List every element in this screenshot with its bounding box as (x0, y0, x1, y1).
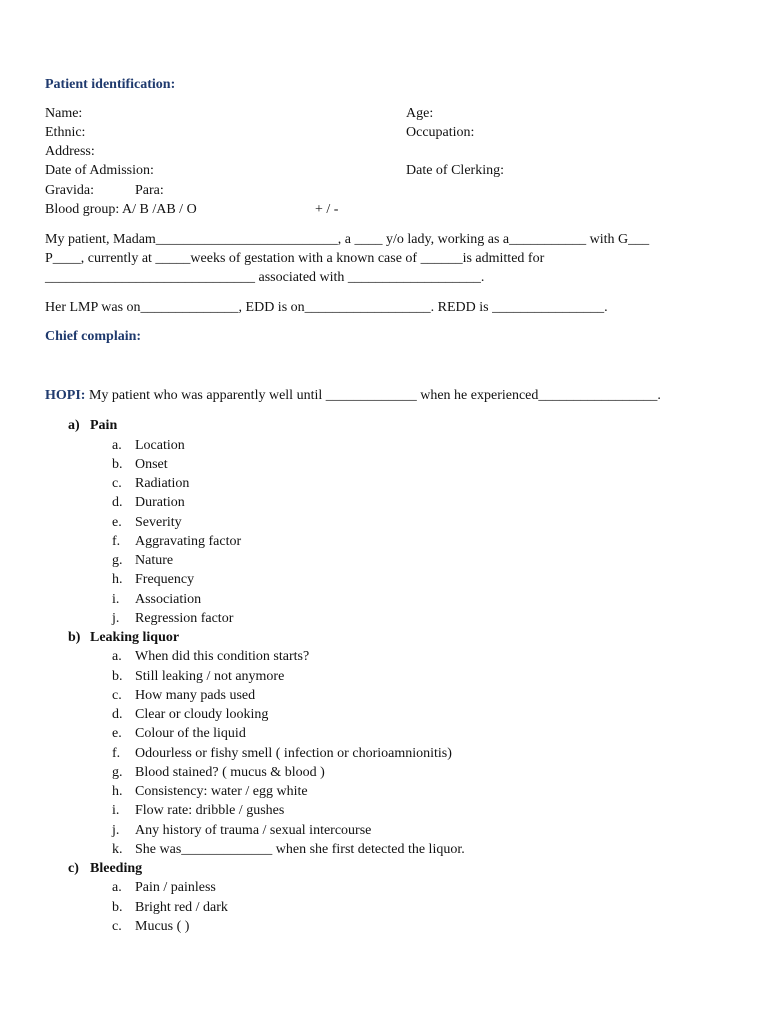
gravida-label: Gravida: (45, 183, 94, 198)
item-text: Radiation (135, 476, 190, 491)
item-text: Aggravating factor (135, 534, 242, 549)
item-marker: h. (112, 784, 123, 799)
list-item (112, 572, 194, 588)
section-bleeding (68, 861, 142, 877)
list-item (112, 919, 189, 935)
item-text: Blood stained? ( mucus & blood ) (135, 765, 325, 780)
item-text: Severity (135, 515, 182, 530)
list-item (112, 534, 241, 550)
list-item (112, 688, 255, 704)
item-text: Frequency (135, 572, 195, 587)
item-text: She was_____________ when she first detected the liquor. (135, 842, 465, 857)
list-item (112, 495, 185, 511)
item-text: Still leaking / not anymore (135, 669, 285, 684)
list-item (112, 880, 216, 896)
list-item (112, 611, 233, 627)
rh-factor-label: + / - (315, 202, 339, 217)
item-text: Location (135, 438, 185, 453)
item-marker: a. (112, 880, 122, 895)
para-label: Para: (135, 183, 164, 198)
item-marker: f. (112, 534, 121, 549)
item-text: Any history of trauma / sexual intercourse (135, 823, 372, 838)
list-item (112, 553, 173, 569)
name-label: Name: (45, 106, 83, 121)
item-text: Bright red / dark (135, 900, 228, 915)
item-text: Flow rate: dribble / gushes (135, 803, 285, 818)
item-text: Regression factor (135, 611, 234, 626)
patient-identification-heading: Patient identification: (45, 77, 176, 92)
item-text: Onset (135, 457, 168, 472)
item-text: Nature (135, 553, 174, 568)
occupation-label: Occupation: (406, 125, 475, 140)
item-marker: b. (112, 457, 123, 472)
summary-line-1: My patient, Madam__________________________, a ____ y/o lady, working as a___________ with G___ (45, 232, 650, 247)
list-item (112, 457, 168, 473)
item-text: How many pads used (135, 688, 256, 703)
item-text: Consistency: water / egg white (135, 784, 308, 799)
section-pain (68, 418, 117, 434)
list-item (112, 784, 308, 800)
item-marker: a. (112, 649, 122, 664)
item-marker: f. (112, 746, 121, 761)
list-item (112, 842, 465, 858)
list-item (112, 669, 284, 685)
item-marker: c. (112, 919, 122, 934)
section-title: Pain (90, 418, 118, 433)
item-text: Pain / painless (135, 880, 216, 895)
item-marker: j. (112, 823, 120, 838)
item-marker: i. (112, 803, 120, 818)
list-item (112, 476, 189, 492)
item-marker: j. (112, 611, 120, 626)
item-marker: c. (112, 688, 122, 703)
item-text: Duration (135, 495, 185, 510)
item-marker: g. (112, 553, 123, 568)
item-text: Mucus ( ) (135, 919, 190, 934)
list-item (112, 592, 201, 608)
list-item (112, 707, 268, 723)
summary-line-2: P____, currently at _____weeks of gestation with a known case of ______is admitted for (45, 251, 545, 266)
age-label: Age: (406, 106, 434, 121)
hopi-line (45, 388, 661, 404)
date-of-admission-label: Date of Admission: (45, 163, 154, 178)
item-text: Colour of the liquid (135, 726, 246, 741)
item-text: Association (135, 592, 202, 607)
item-marker: b. (112, 669, 123, 684)
list-item (112, 726, 246, 742)
list-item (112, 746, 452, 762)
section-leaking-liquor (68, 630, 179, 646)
section-title: Leaking liquor (90, 630, 180, 645)
item-text: Clear or cloudy looking (135, 707, 269, 722)
item-marker: d. (112, 495, 123, 510)
lmp-line: Her LMP was on______________, EDD is on__________________. REDD is ________________. (45, 300, 608, 315)
item-text: When did this condition starts? (135, 649, 310, 664)
item-marker: g. (112, 765, 123, 780)
hopi-text: My patient who was apparently well until _____________ when he experienced_________________. (85, 388, 661, 403)
list-item (112, 803, 284, 819)
address-label: Address: (45, 144, 95, 159)
list-item (112, 765, 325, 781)
item-marker: d. (112, 707, 123, 722)
item-marker: e. (112, 726, 122, 741)
chief-complain-heading: Chief complain: (45, 329, 142, 344)
section-title: Bleeding (90, 861, 143, 876)
ethnic-label: Ethnic: (45, 125, 86, 140)
item-marker: h. (112, 572, 123, 587)
item-marker: e. (112, 515, 122, 530)
section-marker: a) (68, 418, 80, 433)
section-marker: b) (68, 630, 81, 645)
blood-group-label: Blood group: A/ B /AB / O (45, 202, 197, 217)
summary-line-3: ______________________________ associated with ___________________. (45, 270, 485, 285)
item-marker: a. (112, 438, 122, 453)
item-marker: b. (112, 900, 123, 915)
item-text: Odourless or fishy smell ( infection or chorioamnionitis) (135, 746, 452, 761)
list-item (112, 649, 309, 665)
item-marker: i. (112, 592, 120, 607)
hopi-label: HOPI: (45, 388, 86, 403)
item-marker: k. (112, 842, 123, 857)
list-item (112, 515, 182, 531)
item-marker: c. (112, 476, 122, 491)
section-marker: c) (68, 861, 79, 876)
date-of-clerking-label: Date of Clerking: (406, 163, 504, 178)
list-item (112, 900, 228, 916)
list-item (112, 438, 185, 454)
list-item (112, 823, 371, 839)
